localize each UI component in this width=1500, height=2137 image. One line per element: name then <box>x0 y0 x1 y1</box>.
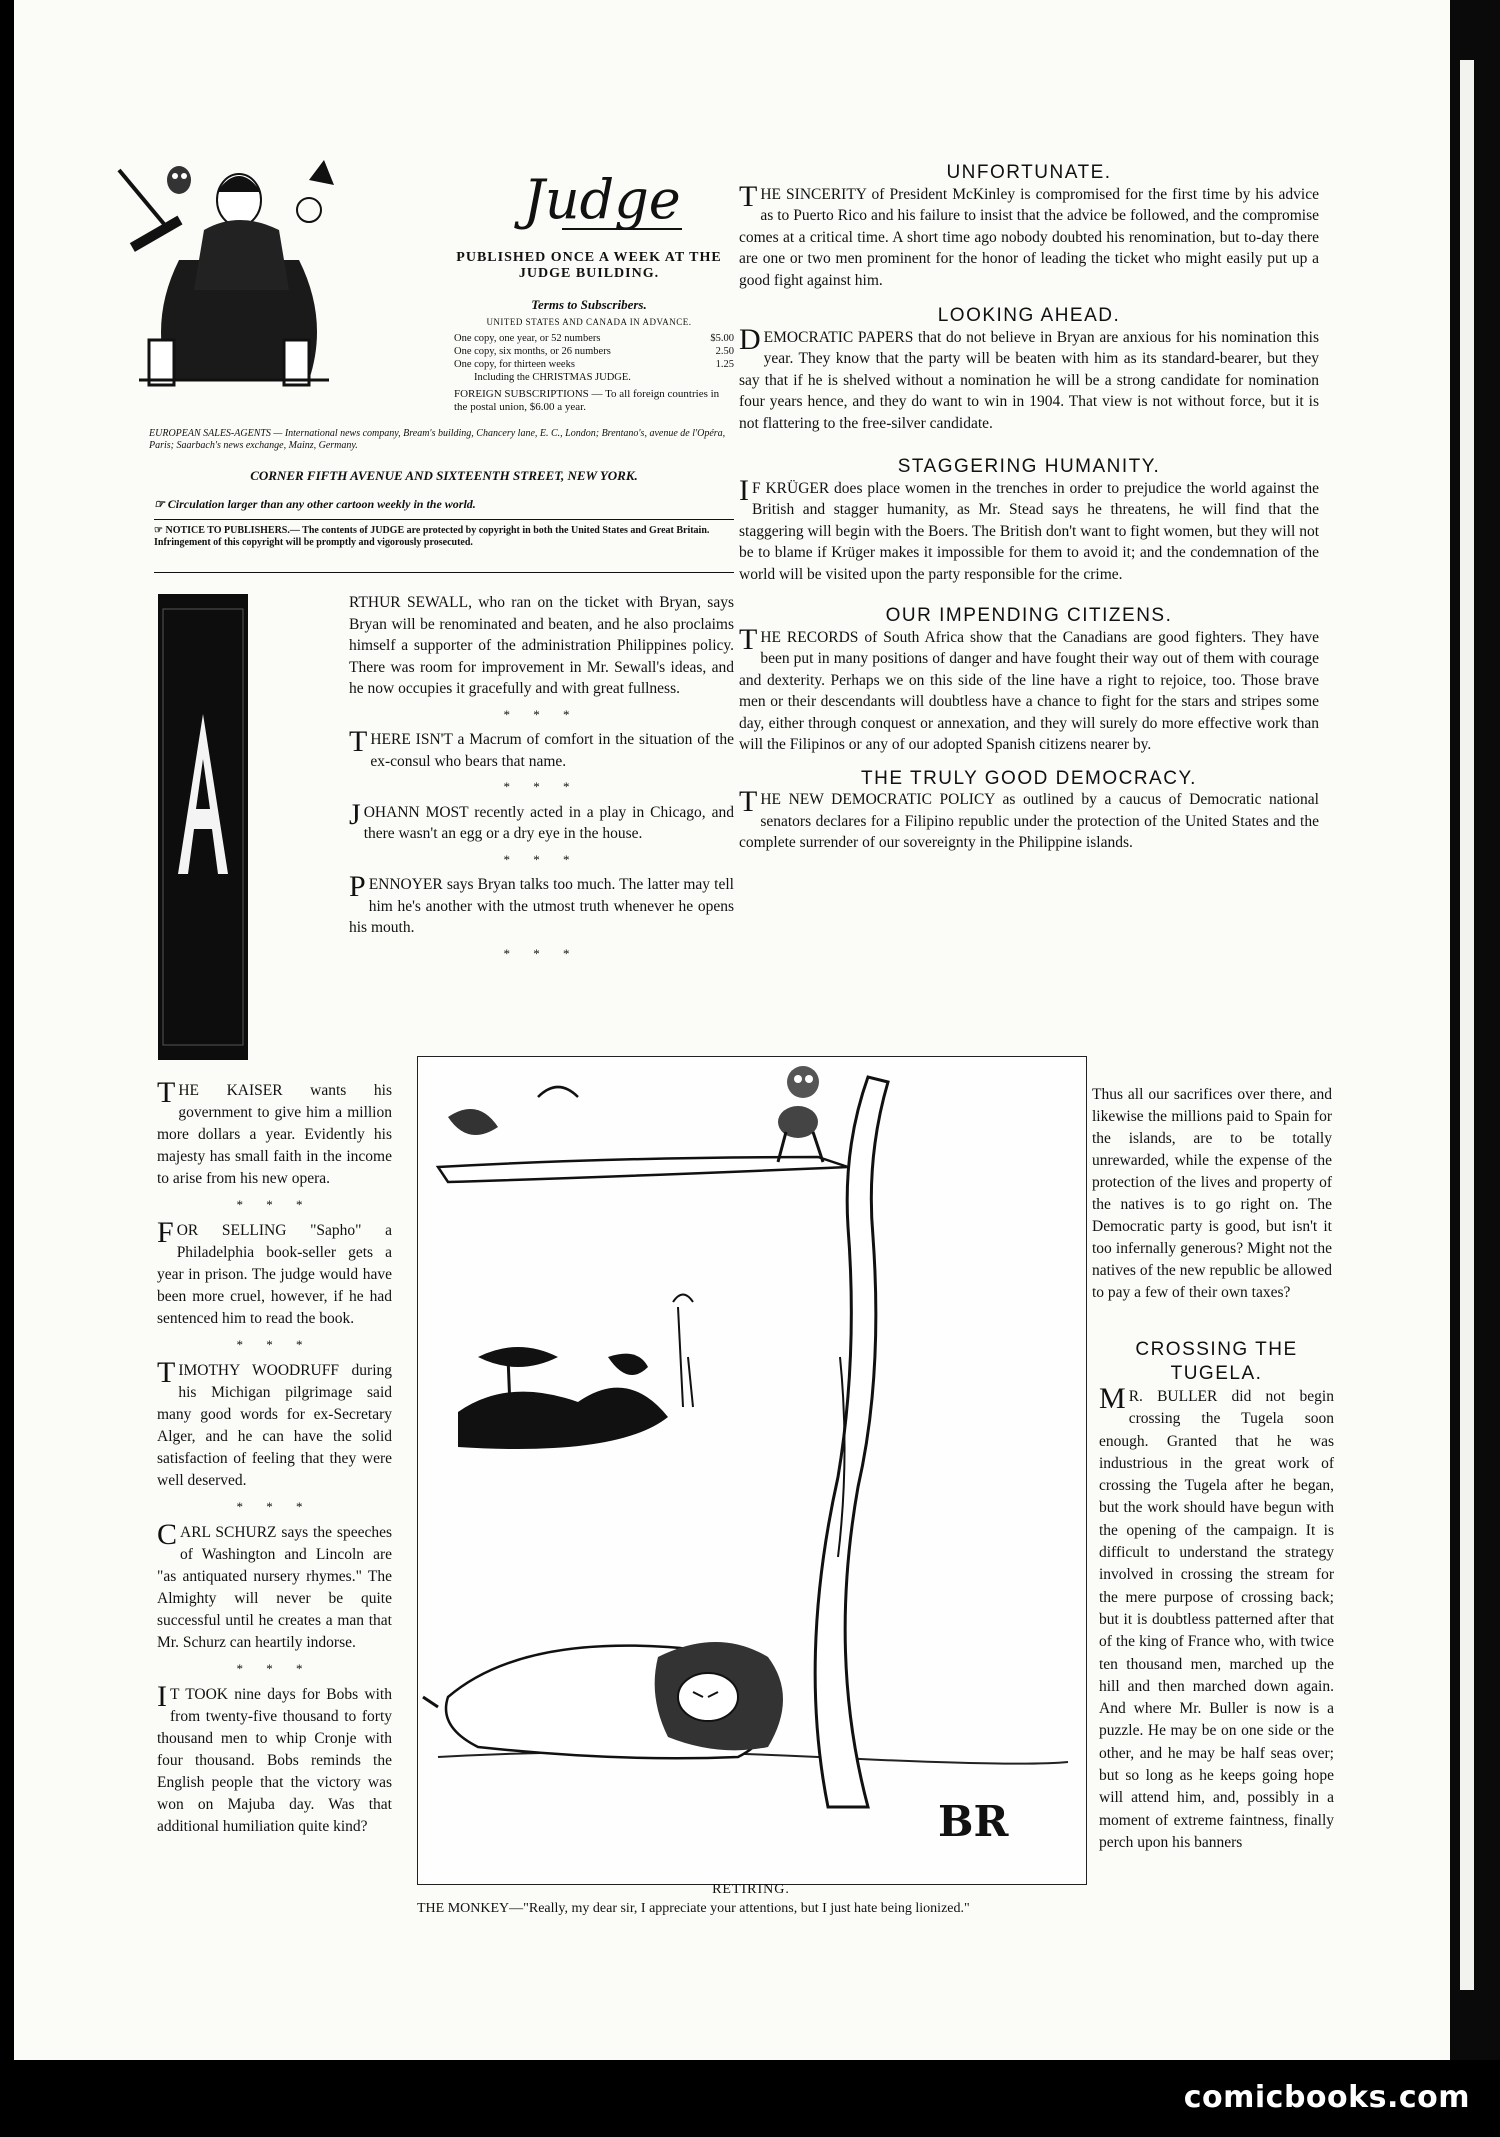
headline: UNFORTUNATE. <box>946 162 1112 183</box>
list-item: I T TOOK nine days for Bobs with from twenty-five thousand to forty thousand men to whip Cronje with four thousand. Bobs reminds the English people that the victory was won on Majuba day. Was that additional humiliation quite kind? <box>157 1680 392 1835</box>
letter-a-icon <box>158 594 248 1060</box>
editorial: THE SINCERITY of President McKinley is compromised for the first time by his advice as to Puerto Rico and his failure to insist that the advice be followed, and the compromise comes at a critical time. A short time ago nobody doubted his renomination, but to-day there are one or two men prominent for the honor of leading the ticket who might easily put up a good fight against him. <box>739 179 1319 289</box>
editorial: THE NEW DEMOCRATIC POLICY as outlined by a caucus of Democratic national senators declares for a Filipino republic under the protection of the United States and the complete surrender of our sovereignty in the Philippine islands. <box>739 785 1319 851</box>
magazine-page <box>14 0 1476 2060</box>
separator: * * * <box>236 1197 313 1212</box>
list-item: THE KAISER wants his government to give him a million more dollars a year. Evidently his majesty has small faith in the income to arise from his new opera. <box>157 1076 392 1187</box>
tugela-article: CROSSING THE TUGELA. M R. BULLER did not begin crossing the Tugela soon enough. Granted that he was industrious in the great work of crossing the Tugela after he began, but the work should have begun with the opening of the campaign. It is difficult to understand the strategy involved in crossing the stream for the mere purpose of crossing back; but it is doubtless patterned after that of the king of France who, with twice ten thousand men, marched up the hill and then marched down again. And where Mr. Buller is now is a puzzle. He may be on one side or the other, and he may be half seas over; but so long as he keeps going hope will attend him, and, possibly in a moment of extreme faintness, finally perch upon his banners <box>1099 1339 1334 1851</box>
headline: CROSSING THE TUGELA. <box>1135 1339 1298 1384</box>
separator: * * * <box>236 1499 313 1514</box>
artist-signature: BR <box>938 1797 1009 1846</box>
editorial: DEMOCRATIC PAPERS that do not believe in Bryan are anxious for his nomination this year. They know that the party will be beaten with him as its standard-bearer, but they say that if he is shelved without a nomination he will be a strong candidate for nomination four years hence, and they do want to win in 1904. That view is not without force, but it is not flattering to the free-silver candidate. <box>739 322 1319 432</box>
editorial: THE RECORDS of South Africa show that the Canadians are good fighters. They have been put in many positions of danger and have fought their way out of them with courage and dexterity. Perhaps we on this side of the line have a right to rejoice, too. Those brave men or their descendants will doubtless have a chance to fight for the stars and stripes some day, either through conquest or annexation, and they will surely do more effective work than will the Filipinos or any of our adopted Spanish citizens nearer by. <box>739 622 1319 753</box>
list-item: TIMOTHY WOODRUFF during his Michigan pilgrimage said many good words for ex-Secretary Alger, and he can have the solid satisfaction of feeling that they were well deserved. <box>157 1356 392 1489</box>
headline: THE TRULY GOOD DEMOCRACY. <box>861 767 1197 789</box>
separator: * * * <box>503 779 580 794</box>
rate-row: One copy, for thirteen weeks 1.25 <box>454 359 734 370</box>
right-column <box>739 162 1319 854</box>
copyright-notice: ☞ NOTICE TO PUBLISHERS.— The contents of JUDGE are protected by copyright in both the United States and Great Britain. Infringement of this copyright will be promptly and vigorously prosecuted. <box>154 525 710 548</box>
cartoon-caption: THE MONKEY—"Really, my dear sir, I appreciate your attentions, but I just hate being lionized." <box>417 1901 970 1916</box>
list-item: JOHANN MOST recently acted in a play in Chicago, and there wasn't an egg or a dry eye in the house. <box>349 797 734 842</box>
pointing-hand-icon: ☞ <box>154 525 166 536</box>
list-item: PENNOYER says Bryan talks too much. The latter may tell him he's another with the utmost truth whenever he opens his mouth. <box>349 870 734 936</box>
cartoon-frame <box>417 1056 1087 1885</box>
separator: * * * <box>503 706 580 722</box>
masthead-published: PUBLISHED ONCE A WEEK AT THE JUDGE BUILDING. <box>456 250 722 281</box>
headline: OUR IMPENDING CITIZENS. <box>885 605 1173 626</box>
separator: * * * <box>236 1337 313 1352</box>
list-item: THERE ISN'T a Macrum of comfort in the situation of the ex-consul who bears that name. <box>349 725 734 770</box>
rate-table <box>454 332 734 384</box>
pointing-hand-icon: ☞ <box>154 497 168 511</box>
masthead-rule <box>154 519 734 520</box>
separator: * * * <box>236 1661 313 1676</box>
decorative-initial-a <box>158 594 248 1060</box>
rate-row: One copy, one year, or 52 numbers $5.00 <box>454 333 734 344</box>
rates-note: Including the CHRISTMAS JUDGE. <box>474 372 631 383</box>
circulation-line: ☞ Circulation larger than any other cartoon weekly in the world. <box>154 497 476 511</box>
cartoon-illustration <box>418 1057 1086 1884</box>
editorial: I F KRÜGER does place women in the trenches in order to prejudice the world against the British and stagger humanity, as Mr. Stead says he threatens, he will find that the staggering will begin with the Boers. The British don't want to fight women, but they will not be to blame if Krüger makes it impossible for them to avoid it; and the condemnation of the world will be visited upon the party responsible for the crime. <box>739 473 1319 583</box>
title-underline <box>562 228 682 230</box>
notice-rule <box>154 572 734 573</box>
list-item: FOR SELLING "Sapho" a Philadelphia book-seller gets a year in prison. The judge would have been more cruel, however, if he had sentenced him to read the book. <box>157 1216 392 1327</box>
democracy-continued: Thus all our sacrifices over there, and likewise the millions paid to Spain for the islands, are to be totally unrewarded, while the expense of the protection of the lives and property of the natives is to go right on. The Democratic party is good, but isn't it too infernally generous? Might not the natives of the new republic be allowed to pay a few of their own taxes? <box>1092 1086 1332 1301</box>
left-column <box>349 592 734 968</box>
separator: * * * <box>503 945 580 961</box>
masthead-terms: Terms to Subscribers. <box>531 297 647 312</box>
site-brand: comicbooks.com <box>1183 2080 1470 2115</box>
headline: LOOKING AHEAD. <box>937 305 1121 326</box>
masthead-title: Judge <box>523 168 681 231</box>
footer <box>0 2060 1500 2137</box>
list-item: RTHUR SEWALL, who ran on the ticket with Bryan, says Bryan will be renominated and beaten, and he also proclaims himself a supporter of the administration Philippines policy. There was room for improvement in Mr. Sewall's ideas, and he now occupies it gracefully and with great fullness. <box>349 594 734 697</box>
masthead-foreign: FOREIGN SUBSCRIPTIONS — To all foreign countries in the postal union, $6.00 a year. <box>454 388 720 413</box>
page-edge <box>1450 0 1500 2137</box>
rate-row: One copy, six months, or 26 numbers 2.50 <box>454 346 734 357</box>
cartoon-title: RETIRING. <box>712 1882 790 1897</box>
judge-mascot-illustration <box>109 140 349 390</box>
narrow-column <box>157 1076 392 1838</box>
masthead-agents: EUROPEAN SALES-AGENTS — International news company, Bream's building, Chancery lane, E. C., London; Brentano's, avenue de l'Opéra, Paris; Saarbach's news exchange, Mainz, Germany. <box>149 428 726 451</box>
separator: * * * <box>503 851 580 867</box>
headline: STAGGERING HUMANITY. <box>897 456 1161 477</box>
masthead-terms-sub: UNITED STATES AND CANADA IN ADVANCE. <box>486 317 692 327</box>
masthead-address: CORNER FIFTH AVENUE AND SIXTEENTH STREET, NEW YORK. <box>250 468 638 483</box>
list-item: CARL SCHURZ says the speeches of Washington and Lincoln are "as antiquated nursery rhymes." The Almighty will never be quite successful until he creates a man that Mr. Schurz can heartily indorse. <box>157 1518 392 1651</box>
